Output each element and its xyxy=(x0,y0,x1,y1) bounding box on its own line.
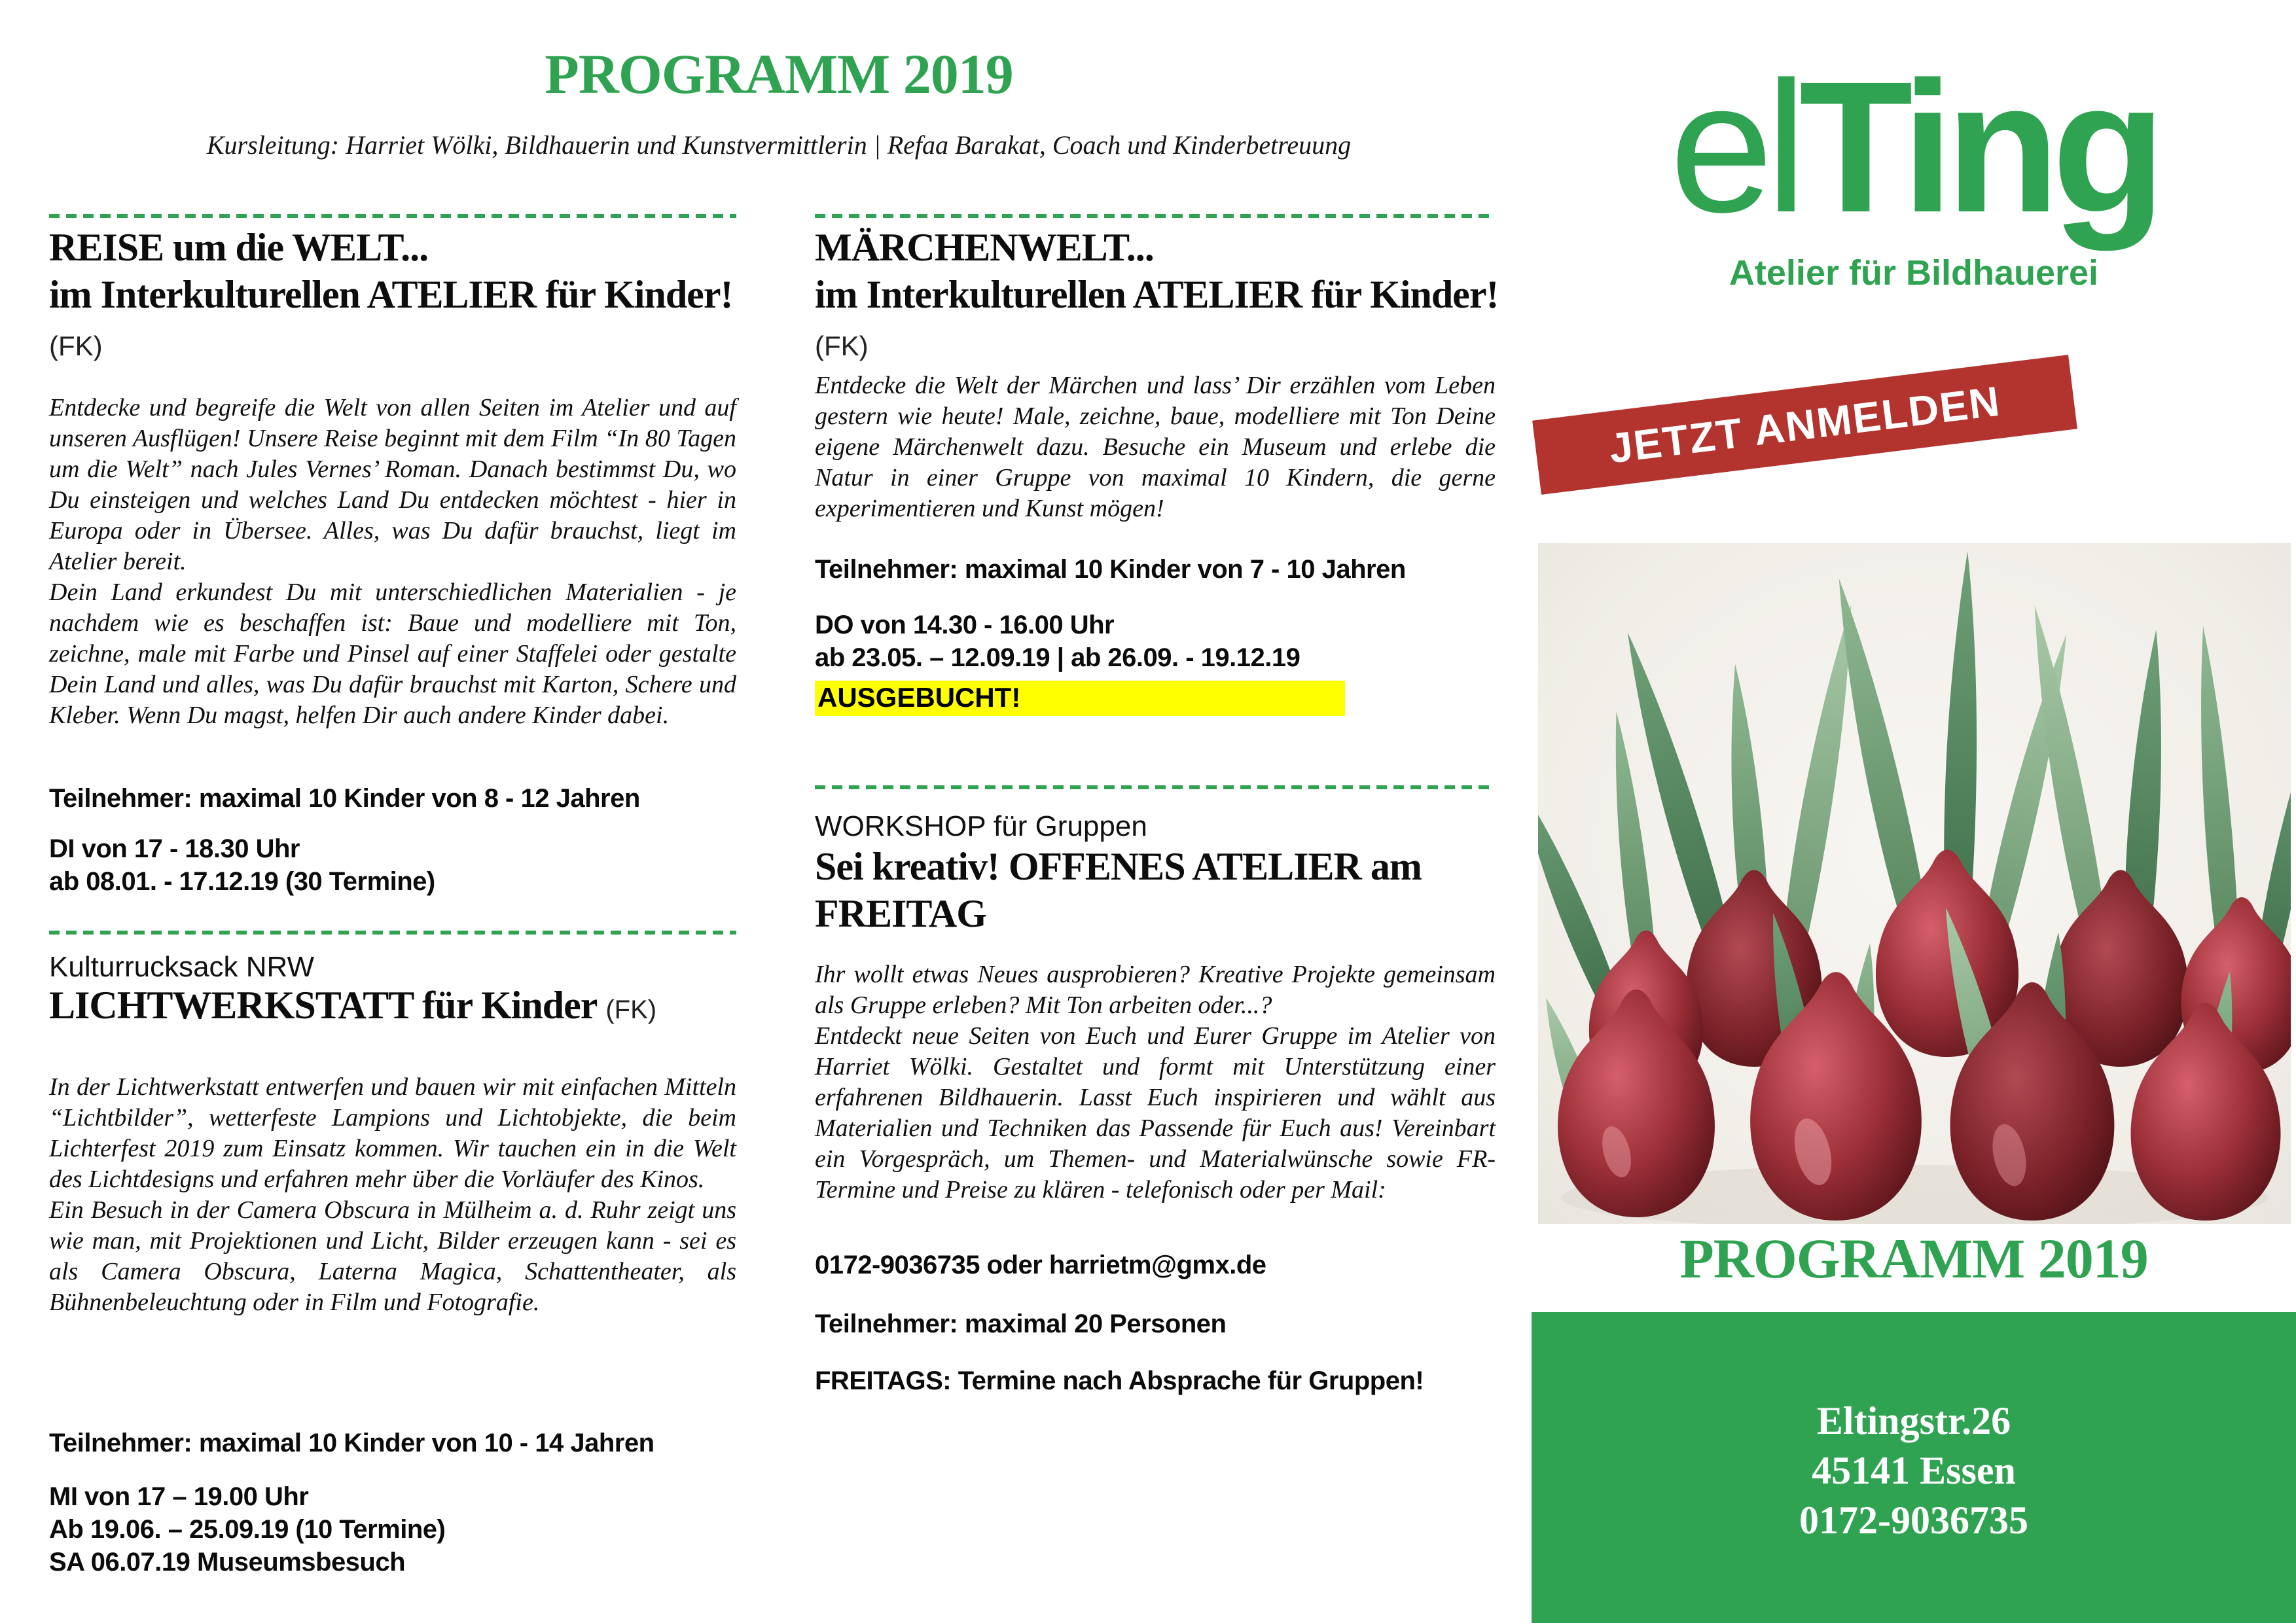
participants-info: Teilnehmer: maximal 20 Personen xyxy=(815,1310,1227,1338)
section-maerchen-body xyxy=(815,370,1496,524)
divider-dashed xyxy=(815,214,1496,218)
section-maerchen-heading xyxy=(815,224,1499,318)
address-street: Eltingstr.26 xyxy=(1816,1399,2011,1442)
section-title-line2: FREITAG xyxy=(815,892,986,935)
schedule-info xyxy=(49,832,736,898)
status-badge-sold-out: AUSGEBUCHT! xyxy=(815,681,1345,716)
section-kicker: Kulturrucksack NRW xyxy=(49,951,315,983)
section-title-line2: im Interkulturellen ATELIER für Kinder! xyxy=(815,273,1499,316)
section-kicker: WORKSHOP für Gruppen xyxy=(815,810,1147,842)
participants-info: Teilnehmer: maximal 10 Kinder von 8 - 12 Jahren xyxy=(49,784,640,813)
logo-tagline: Atelier für Bildhauerei xyxy=(1729,253,2099,293)
address-box xyxy=(1532,1312,2296,1623)
divider-dashed xyxy=(49,931,736,935)
paragraph: Entdeckt neue Seiten von Euch und Eurer Gruppe im Atelier von Harriet Wölki. Gestaltet und formt mit Unterstützung einer erfahrenen Bildhauerin. Lasst Euch inspirieren und wählt aus Materialien und Techniken das Passende für Euch aus! Vereinbart ein Vorgespräch, um Themen- und Materialwünsche sowie FR-Termine und Preise zu klären - telefonisch oder per Mail: xyxy=(815,1022,1496,1204)
schedule-line: MI von 17 – 19.00 Uhr xyxy=(49,1482,309,1511)
logo-ting: Ting xyxy=(1799,43,2159,251)
logo-el: el xyxy=(1669,43,1799,251)
paragraph: Entdecke die Welt der Märchen und lass’ Dir erzählen vom Leben gestern wie heute! Male, zeichne, baue, modelliere mit Ton Deine eigene Märchenwelt dazu. Besuche ein Museum und erlebe die Natur in einer Gruppe von maximal 10 Kindern, die gerne experimentieren und Kunst mögen! xyxy=(815,372,1496,522)
sculpture-photo xyxy=(1538,543,2291,1224)
paragraph: In der Lichtwerkstatt entwerfen und bauen wir mit einfachen Mitteln “Lichtbilder”, wetterfeste Lampions und Lichtobjekte, die beim Lichterfest 2019 zum Einsatz kommen. Wir tauchen ein in die Welt des Lichtdesigns und erfahren mehr über die Vorläufer des Kinos. xyxy=(49,1073,736,1193)
course-code-tag: (FK) xyxy=(49,330,103,361)
section-workshop-body xyxy=(815,959,1496,1205)
page-subtitle: Kursleitung: Harriet Wölki, Bildhauerin und Kunstvermittlerin | Refaa Barakat, Coach und Kinderbetreuung xyxy=(206,130,1352,160)
section-reise-heading xyxy=(49,224,736,318)
paragraph: Ihr wollt etwas Neues ausprobieren? Kreative Projekte gemeinsam als Gruppe erleben? Mit Ton arbeiten oder...? xyxy=(815,961,1496,1019)
section-title-line2: im Interkulturellen ATELIER für Kinder! xyxy=(49,273,733,316)
section-title-line1: Sei kreativ! OFFENES ATELIER am xyxy=(815,845,1422,888)
schedule-line: DO von 14.30 - 16.00 Uhr xyxy=(815,611,1115,639)
section-workshop-heading xyxy=(815,843,1496,937)
schedule-info xyxy=(49,1480,736,1578)
masthead xyxy=(0,43,1558,161)
address-phone: 0172-9036735 xyxy=(1799,1499,2028,1542)
schedule-line: ab 08.01. - 17.12.19 (30 Termine) xyxy=(49,867,435,896)
participants-info: Teilnehmer: maximal 10 Kinder von 10 - 14 Jahren xyxy=(49,1429,655,1457)
section-reise-body xyxy=(49,393,736,731)
schedule-line: SA 06.07.19 Museumsbesuch xyxy=(49,1548,406,1577)
section-title: LICHTWERKSTATT für Kinder xyxy=(49,984,597,1027)
schedule-note: FREITAGS: Termine nach Absprache für Gruppen! xyxy=(815,1366,1424,1395)
paragraph: Entdecke und begreife die Welt von allen Seiten im Atelier und auf unseren Ausflügen! Unsere Reise beginnt mit dem Film “In 80 Tagen um die Welt” nach Jules Vernes’ Roman. Danach bestimmst Du, wo Du einsteigen und welches Land Du entdecken möchtest - hier in Europa oder in Übersee. Alles, was Du dafür brauchst, liegt im Atelier bereit. xyxy=(49,394,736,575)
schedule-line: DI von 17 - 18.30 Uhr xyxy=(49,834,300,863)
section-title-line1: MÄRCHENWELT... xyxy=(815,226,1154,269)
schedule-line: ab 23.05. – 12.09.19 | ab 26.09. - 19.12.19 xyxy=(815,643,1300,672)
paragraph: Dein Land erkundest Du mit unterschiedlichen Materialien - je nachdem wie es beschaffen ist: Baue und modelliere mit Ton, zeichne, male mit Farbe und Pinsel auf einer Staffelei oder gestalte Dein Land und alles, was Du dafür brauchst mit Karton, Schere und Kleber. Wenn Du magst, helfen Dir auch andere Kinder dabei. xyxy=(49,579,736,729)
divider-dashed xyxy=(49,214,736,218)
schedule-line: Ab 19.06. – 25.09.19 (10 Termine) xyxy=(49,1515,446,1544)
participants-info: Teilnehmer: maximal 10 Kinder von 7 - 10 Jahren xyxy=(815,555,1406,584)
elting-logo xyxy=(1532,39,2296,255)
course-code-tag: (FK) xyxy=(815,330,869,361)
section-licht-body xyxy=(49,1072,736,1318)
page-title: PROGRAMM 2019 xyxy=(545,43,1013,105)
contact-info: 0172-9036735 oder harrietm@gmx.de xyxy=(815,1251,1266,1279)
program-title-right: PROGRAMM 2019 xyxy=(1679,1227,2148,1290)
schedule-info xyxy=(815,609,1496,674)
course-code-tag: (FK) xyxy=(605,995,657,1024)
status-row xyxy=(815,681,1496,716)
paragraph: Ein Besuch in der Camera Obscura in Mülheim a. d. Ruhr zeigt uns wie man, mit Projektionen und Licht, Bilder erzeugen kann - sei es als Camera Obscura, Laterna Magica, Schattentheater, als Bühnenbeleuchtung oder in Film und Fotografie. xyxy=(49,1196,736,1316)
section-title-line1: REISE um die WELT... xyxy=(49,226,429,269)
address-city: 45141 Essen xyxy=(1812,1449,2016,1492)
register-now-banner: JETZT ANMELDEN xyxy=(1532,355,2077,495)
divider-dashed xyxy=(815,785,1496,789)
section-licht-heading xyxy=(49,982,736,1029)
